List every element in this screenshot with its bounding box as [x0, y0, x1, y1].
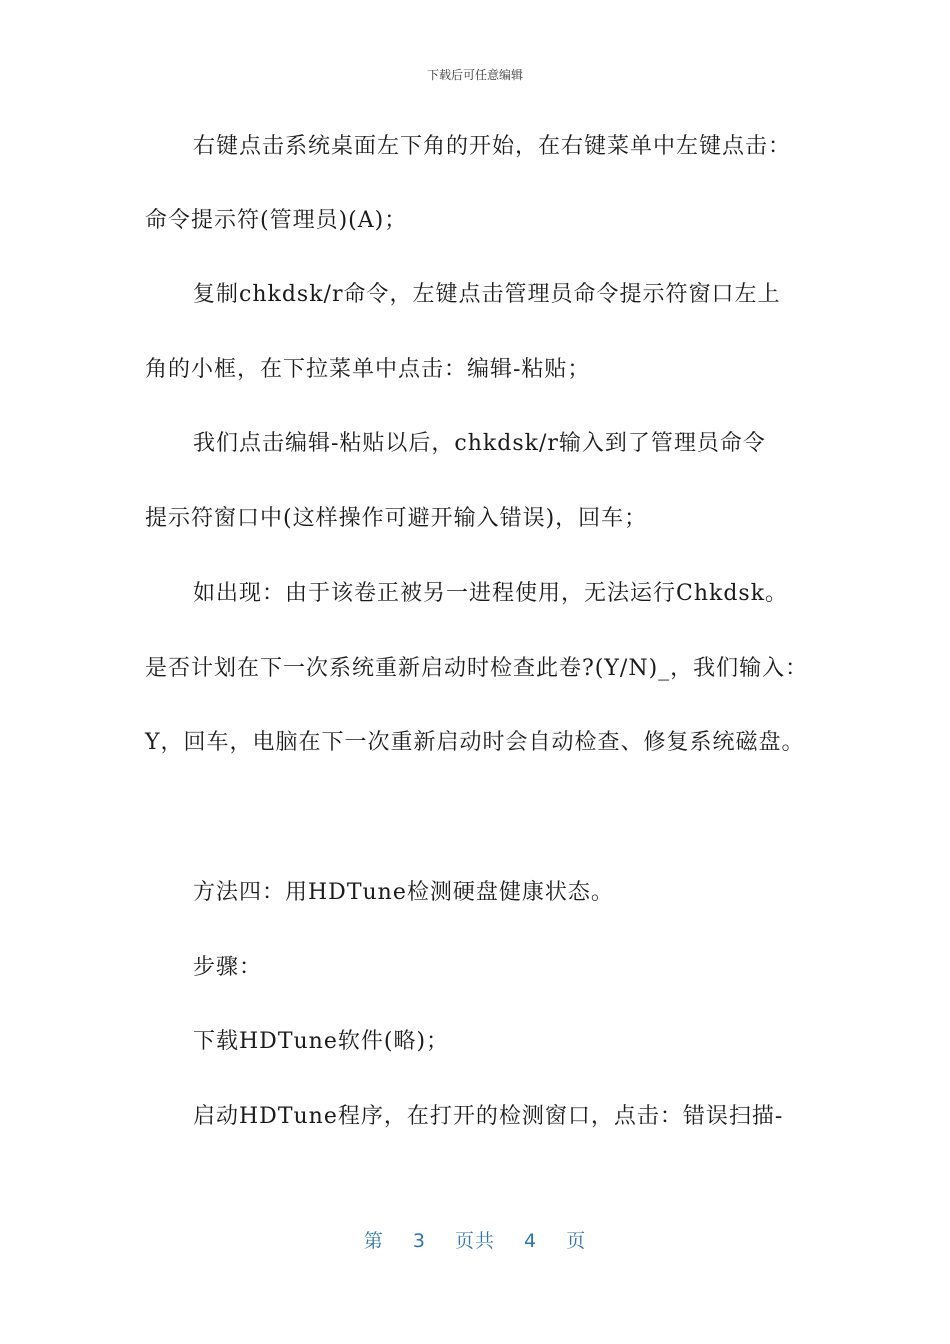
paragraph-line: 复制chkdsk/r命令，左键点击管理员命令提示符窗口左上 [193, 282, 781, 307]
paragraph-line: 如出现：由于该卷正被另一进程使用，无法运行Chkdsk。 [193, 581, 789, 606]
footer-current-page: 3 [412, 1230, 426, 1252]
paragraph-line: 我们点击编辑-粘贴以后，chkdsk/r输入到了管理员命令 [193, 431, 766, 456]
footer-label-end: 页 [566, 1230, 587, 1252]
paragraph-line: 步骤： [193, 955, 263, 980]
footer-total-pages: 4 [524, 1230, 538, 1252]
paragraph-line: 右键点击系统桌面左下角的开始，在右键菜单中左键点击： [193, 134, 792, 159]
page-footer [0, 1226, 950, 1253]
section-heading: 方法四：用HDTune检测硬盘健康状态。 [193, 880, 614, 905]
footer-label-of: 页共 [454, 1230, 495, 1252]
paragraph-line: 启动HDTune程序，在打开的检测窗口，点击：错误扫描- [193, 1104, 784, 1129]
footer-label-page: 第 [363, 1230, 384, 1252]
paragraph-line: 命令提示符(管理员)(A)； [145, 208, 408, 233]
paragraph-line: 下载HDTune软件(略)； [193, 1029, 450, 1054]
paragraph-line: Y，回车，电脑在下一次重新启动时会自动检查、修复系统磁盘。 [145, 730, 805, 755]
paragraph-line: 提示符窗口中(这样操作可避开输入错误)，回车； [145, 506, 648, 531]
paragraph-line: 角的小框，在下拉菜单中点击：编辑-粘贴； [145, 357, 591, 382]
paragraph-line: 是否计划在下一次系统重新启动时检查此卷?(Y/N)_，我们输入： [145, 656, 809, 681]
page-header-note: 下载后可任意编辑 [426, 68, 523, 82]
